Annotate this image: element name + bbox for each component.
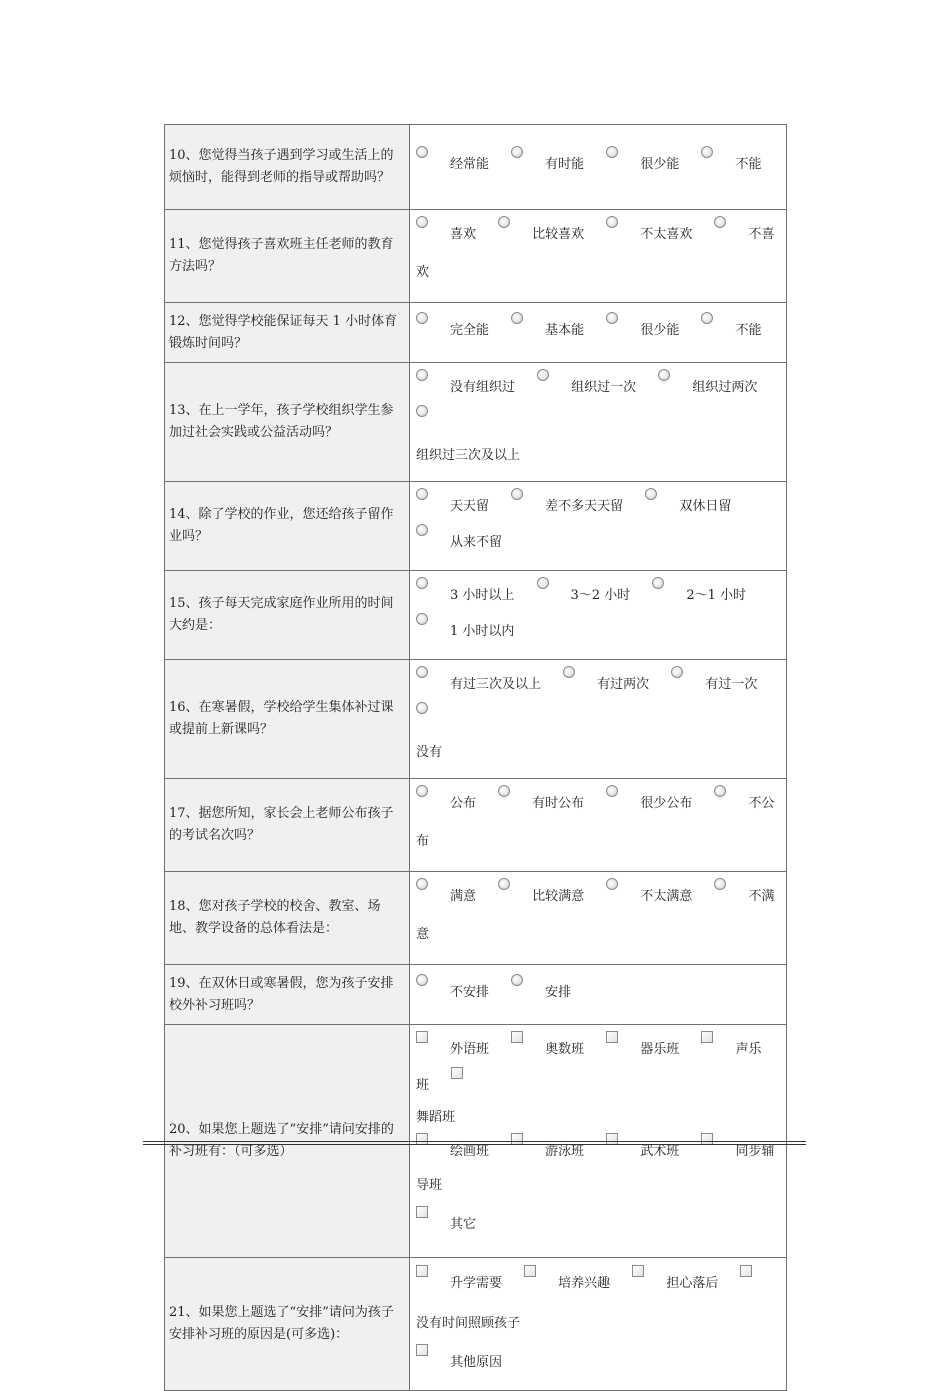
option-label: 很少能 <box>640 322 680 338</box>
question-text: 13、在上一学年，孩子学校组织学生参加过社会实践或公益活动吗？ <box>165 363 410 482</box>
radio-button[interactable] <box>652 577 664 589</box>
question-text: 18、您对孩子学校的校舍、教室、场地、教学设备的总体看法是： <box>165 872 410 965</box>
bottom-rule-top <box>143 1141 806 1142</box>
radio-button[interactable] <box>498 216 510 228</box>
radio-button[interactable] <box>563 666 575 678</box>
checkbox[interactable] <box>524 1265 536 1277</box>
radio-button[interactable] <box>658 369 670 381</box>
option-label: 有过一次 <box>705 677 758 692</box>
radio-button[interactable] <box>498 878 510 890</box>
question-text: 14、除了学校的作业，您还给孩子留作业吗？ <box>165 482 410 571</box>
option-label: 没有 <box>416 745 443 760</box>
option-label: 声乐班 <box>416 1042 762 1093</box>
option-label: 差不多天天留 <box>545 499 624 514</box>
radio-button[interactable] <box>511 312 523 324</box>
option-label: 3 小时以上 <box>450 588 515 603</box>
option-label: 舞蹈班 <box>416 1110 456 1125</box>
option-label: 有过三次及以上 <box>450 677 542 692</box>
option-label: 有过两次 <box>597 677 650 692</box>
radio-button[interactable] <box>606 785 618 797</box>
option-label: 奥数班 <box>545 1042 585 1057</box>
question-row-18 <box>165 872 787 965</box>
checkbox[interactable] <box>416 1265 428 1277</box>
radio-button[interactable] <box>671 666 683 678</box>
option-label: 没有时间照顾孩子 <box>416 1316 521 1331</box>
radio-button[interactable] <box>416 613 428 625</box>
option-label: 从来不留 <box>450 535 503 550</box>
radio-button[interactable] <box>416 216 428 228</box>
option-label: 组织过两次 <box>692 380 758 395</box>
radio-button[interactable] <box>416 878 428 890</box>
option-label: 组织过三次及以上 <box>416 448 521 463</box>
checkbox[interactable] <box>511 1031 523 1043</box>
question-row-11 <box>165 210 787 303</box>
option-label: 培养兴趣 <box>558 1276 611 1291</box>
radio-button[interactable] <box>416 702 428 714</box>
option-label: 完全能 <box>450 322 490 338</box>
option-label: 有时能 <box>545 157 585 172</box>
option-label: 不安排 <box>450 984 490 1000</box>
option-label: 升学需要 <box>450 1276 503 1291</box>
option-label: 不能 <box>735 157 762 172</box>
question-text: 21、如果您上题选了“安排”请问为孩子安排补习班的原因是(可多选)： <box>165 1258 410 1391</box>
radio-button[interactable] <box>511 974 523 986</box>
radio-button[interactable] <box>537 369 549 381</box>
survey-table <box>164 124 787 1391</box>
answer-options <box>410 571 787 660</box>
question-text: 19、在双休日或寒暑假，您为孩子安排校外补习班吗？ <box>165 965 410 1025</box>
option-label: 喜欢 <box>450 227 477 242</box>
option-label: 武术班 <box>640 1144 680 1159</box>
option-label: 满意 <box>450 889 477 904</box>
radio-button[interactable] <box>416 405 428 417</box>
radio-button[interactable] <box>416 488 428 500</box>
question-row-19 <box>165 965 787 1025</box>
radio-button[interactable] <box>416 146 428 158</box>
option-label: 基本能 <box>545 322 585 338</box>
radio-button[interactable] <box>701 312 713 324</box>
checkbox[interactable] <box>416 1206 428 1218</box>
answer-options <box>410 363 787 482</box>
question-text: 15、孩子每天完成家庭作业所用的时间大约是： <box>165 571 410 660</box>
question-row-16 <box>165 660 787 779</box>
option-label: 很少能 <box>640 157 680 172</box>
option-label: 有时公布 <box>532 796 585 811</box>
question-text: 20、如果您上题选了“安排”请问安排的补习班有：（可多选） <box>165 1025 410 1258</box>
option-label: 外语班 <box>450 1042 490 1057</box>
option-label: 游泳班 <box>545 1144 585 1159</box>
radio-button[interactable] <box>537 577 549 589</box>
answer-options <box>410 660 787 779</box>
radio-button[interactable] <box>606 312 618 324</box>
radio-button[interactable] <box>511 488 523 500</box>
checkbox[interactable] <box>416 1031 428 1043</box>
radio-button[interactable] <box>714 878 726 890</box>
radio-button[interactable] <box>701 146 713 158</box>
option-label: 不太喜欢 <box>640 227 693 242</box>
option-label: 经常能 <box>450 157 490 172</box>
question-row-17 <box>165 779 787 872</box>
question-text: 10、您觉得当孩子遇到学习或生活上的烦恼时，能得到老师的指导或帮助吗？ <box>165 125 410 210</box>
question-text: 11、您觉得孩子喜欢班主任老师的教育方法吗？ <box>165 210 410 303</box>
radio-button[interactable] <box>416 785 428 797</box>
checkbox[interactable] <box>632 1265 644 1277</box>
answer-options <box>410 1258 787 1391</box>
option-label: 安排 <box>545 984 572 1000</box>
question-row-21 <box>165 1258 787 1391</box>
radio-button[interactable] <box>714 785 726 797</box>
answer-options <box>410 482 787 571</box>
option-label: 天天留 <box>450 499 490 514</box>
question-text: 17、据您所知，家长会上老师公布孩子的考试名次吗？ <box>165 779 410 872</box>
radio-button[interactable] <box>416 369 428 381</box>
radio-button[interactable] <box>606 878 618 890</box>
checkbox[interactable] <box>416 1344 428 1356</box>
option-label: 不公布 <box>416 796 775 849</box>
radio-button[interactable] <box>416 974 428 986</box>
question-row-15 <box>165 571 787 660</box>
question-row-10 <box>165 125 787 210</box>
option-label: 其它 <box>450 1217 477 1232</box>
answer-options <box>410 872 787 965</box>
checkbox[interactable] <box>701 1031 713 1043</box>
radio-button[interactable] <box>416 666 428 678</box>
radio-button[interactable] <box>416 524 428 536</box>
answer-options <box>410 210 787 303</box>
radio-button[interactable] <box>416 312 428 324</box>
option-label: 公布 <box>450 796 477 811</box>
question-row-14 <box>165 482 787 571</box>
option-label: 比较满意 <box>532 889 585 904</box>
checkbox[interactable] <box>606 1031 618 1043</box>
answer-options <box>410 125 787 210</box>
question-text: 16、在寒暑假，学校给学生集体补过课或提前上新课吗？ <box>165 660 410 779</box>
option-label: 不能 <box>735 322 762 338</box>
option-label: 双休日留 <box>679 499 732 514</box>
radio-button[interactable] <box>714 216 726 228</box>
option-label: 比较喜欢 <box>532 227 585 242</box>
option-label: 没有组织过 <box>450 380 516 395</box>
option-label: 3～2 小时 <box>570 588 631 603</box>
option-label: 很少公布 <box>640 796 693 811</box>
bottom-rule-bottom <box>143 1144 806 1145</box>
question-text: 12、您觉得学校能保证每天 1 小时体育锻炼时间吗？ <box>165 303 410 363</box>
radio-button[interactable] <box>606 216 618 228</box>
option-label: 其他原因 <box>450 1355 503 1370</box>
question-row-12 <box>165 303 787 363</box>
option-label: 1 小时以内 <box>450 624 515 639</box>
radio-button[interactable] <box>511 146 523 158</box>
option-label: 绘画班 <box>450 1144 490 1159</box>
option-label: 不喜欢 <box>416 227 775 280</box>
option-label: 不太满意 <box>640 889 693 904</box>
radio-button[interactable] <box>498 785 510 797</box>
radio-button[interactable] <box>645 488 657 500</box>
option-label: 不满意 <box>416 889 775 942</box>
option-label: 器乐班 <box>640 1042 680 1057</box>
checkbox[interactable] <box>740 1265 752 1277</box>
option-label: 同步辅导班 <box>416 1144 775 1193</box>
option-label: 组织过一次 <box>571 380 637 395</box>
option-label: 2～1 小时 <box>686 588 747 603</box>
checkbox[interactable] <box>451 1067 463 1079</box>
radio-button[interactable] <box>606 146 618 158</box>
option-label: 担心落后 <box>666 1276 719 1291</box>
answer-options <box>410 779 787 872</box>
radio-button[interactable] <box>416 577 428 589</box>
answer-options <box>410 303 787 363</box>
question-row-13 <box>165 363 787 482</box>
answer-options <box>410 965 787 1025</box>
